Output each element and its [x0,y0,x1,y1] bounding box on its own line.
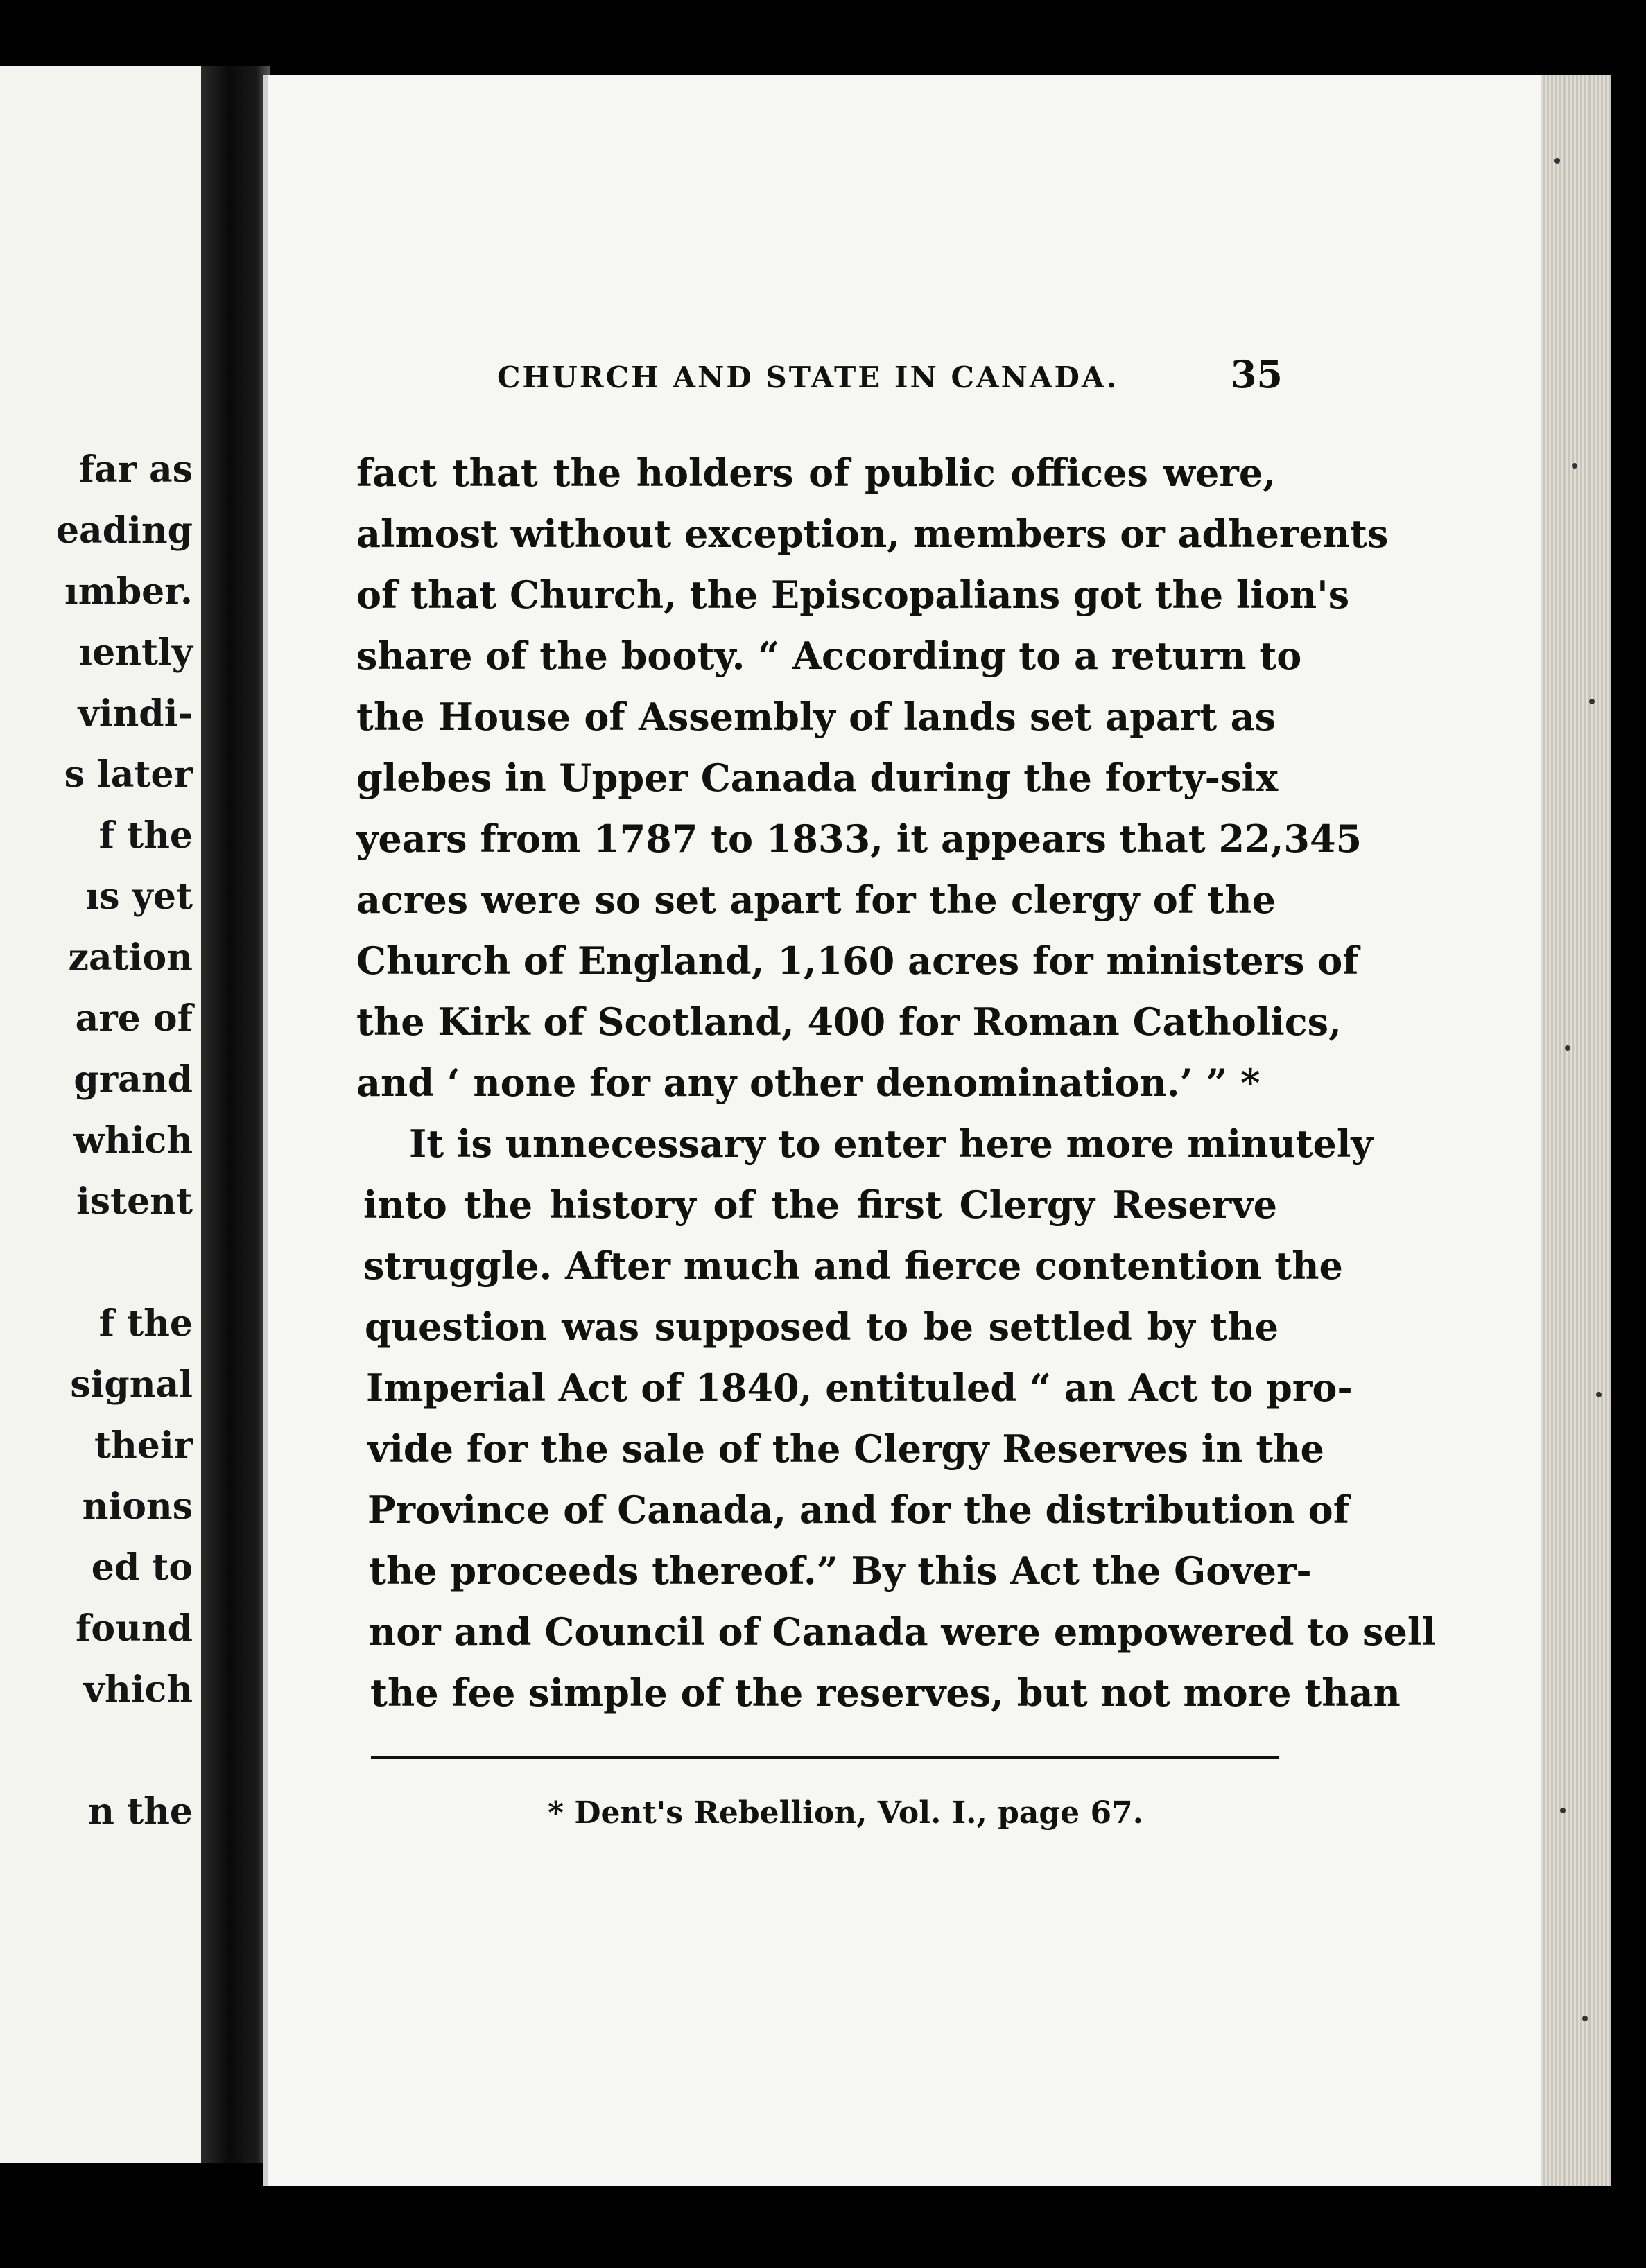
body-line: nor and Council of Canada were empowered to sell [369,1610,1436,1654]
body-line: vide for the sale of the Clergy Reserves in the [367,1427,1324,1471]
body-line: acres were so set apart for the clergy of the [356,878,1276,922]
left-page-line: ıs yet [85,875,193,918]
page-speck [1560,1808,1566,1813]
body-line: the Kirk of Scotland, 400 for Roman Catholics, [356,1000,1342,1044]
body-line: the fee simple of the reserves, but not more than [370,1671,1401,1715]
left-page-line: far as [78,448,193,491]
book-gutter [201,66,270,2163]
left-page-line: found [75,1607,193,1650]
left-page [0,66,201,2163]
body-line: share of the booty. “ According to a return to [356,634,1302,678]
left-page-line: ımber. [64,570,193,613]
footnote-rule [371,1756,1279,1759]
left-page-line: vhich [83,1668,193,1711]
page-speck [1582,2016,1588,2021]
page-speck [1572,463,1577,469]
body-line: years from 1787 to 1833, it appears that 22,345 [356,817,1362,861]
running-title: CHURCH AND STATE IN CANADA. [497,360,1119,394]
left-page-line: f the [98,814,193,857]
body-line: into the history of the first Clergy Reserve [363,1183,1277,1227]
body-line: Imperial Act of 1840, entituled “ an Act to pro- [366,1366,1353,1410]
page-edge [1541,75,1611,2186]
page-speck [1596,1392,1602,1397]
left-page-line: vindi- [78,692,193,735]
body-line: glebes in Upper Canada during the forty-six [356,756,1279,800]
body-line: and ‘ none for any other denomination.’ ” * [356,1061,1261,1105]
page-number: 35 [1230,352,1283,396]
left-page-line: ıently [78,631,193,674]
left-page-line: n the [88,1790,193,1833]
body-line: of that Church, the Episcopalians got the lion's [356,573,1350,617]
body-line: Province of Canada, and for the distribution of [367,1488,1349,1532]
body-line: the proceeds thereof.” By this Act the Gover- [369,1549,1312,1593]
body-line: fact that the holders of public offices were, [356,451,1276,495]
body-line: almost without exception, members or adherents [356,512,1389,556]
left-page-line: signal [70,1363,193,1406]
left-page-line: grand [73,1058,193,1101]
left-page-line: ed to [91,1546,193,1589]
left-page-line: nions [82,1485,193,1528]
page-speck [1554,158,1560,164]
page-speck [1565,1045,1570,1051]
left-page-line: eading [55,509,193,552]
body-line: the House of Assembly of lands set apart as [356,695,1276,739]
page-speck [1589,699,1595,704]
footnote: * Dent's Rebellion, Vol. I., page 67. [548,1795,1144,1831]
body-line: struggle. After much and fierce contention the [363,1244,1343,1288]
left-page-line: f the [98,1302,193,1345]
left-page-line: are of [75,997,193,1040]
left-page-line: zation [68,936,193,979]
body-line: question was supposed to be settled by the [365,1305,1279,1349]
left-page-line: their [94,1424,193,1467]
body-line: It is unnecessary to enter here more minutely [409,1122,1373,1166]
body-line: Church of England, 1,160 acres for ministers of [356,939,1359,983]
page-header [497,352,1283,401]
left-page-line: s later [64,753,193,796]
left-page-line: which [73,1119,193,1162]
left-page-line: istent [76,1180,193,1223]
